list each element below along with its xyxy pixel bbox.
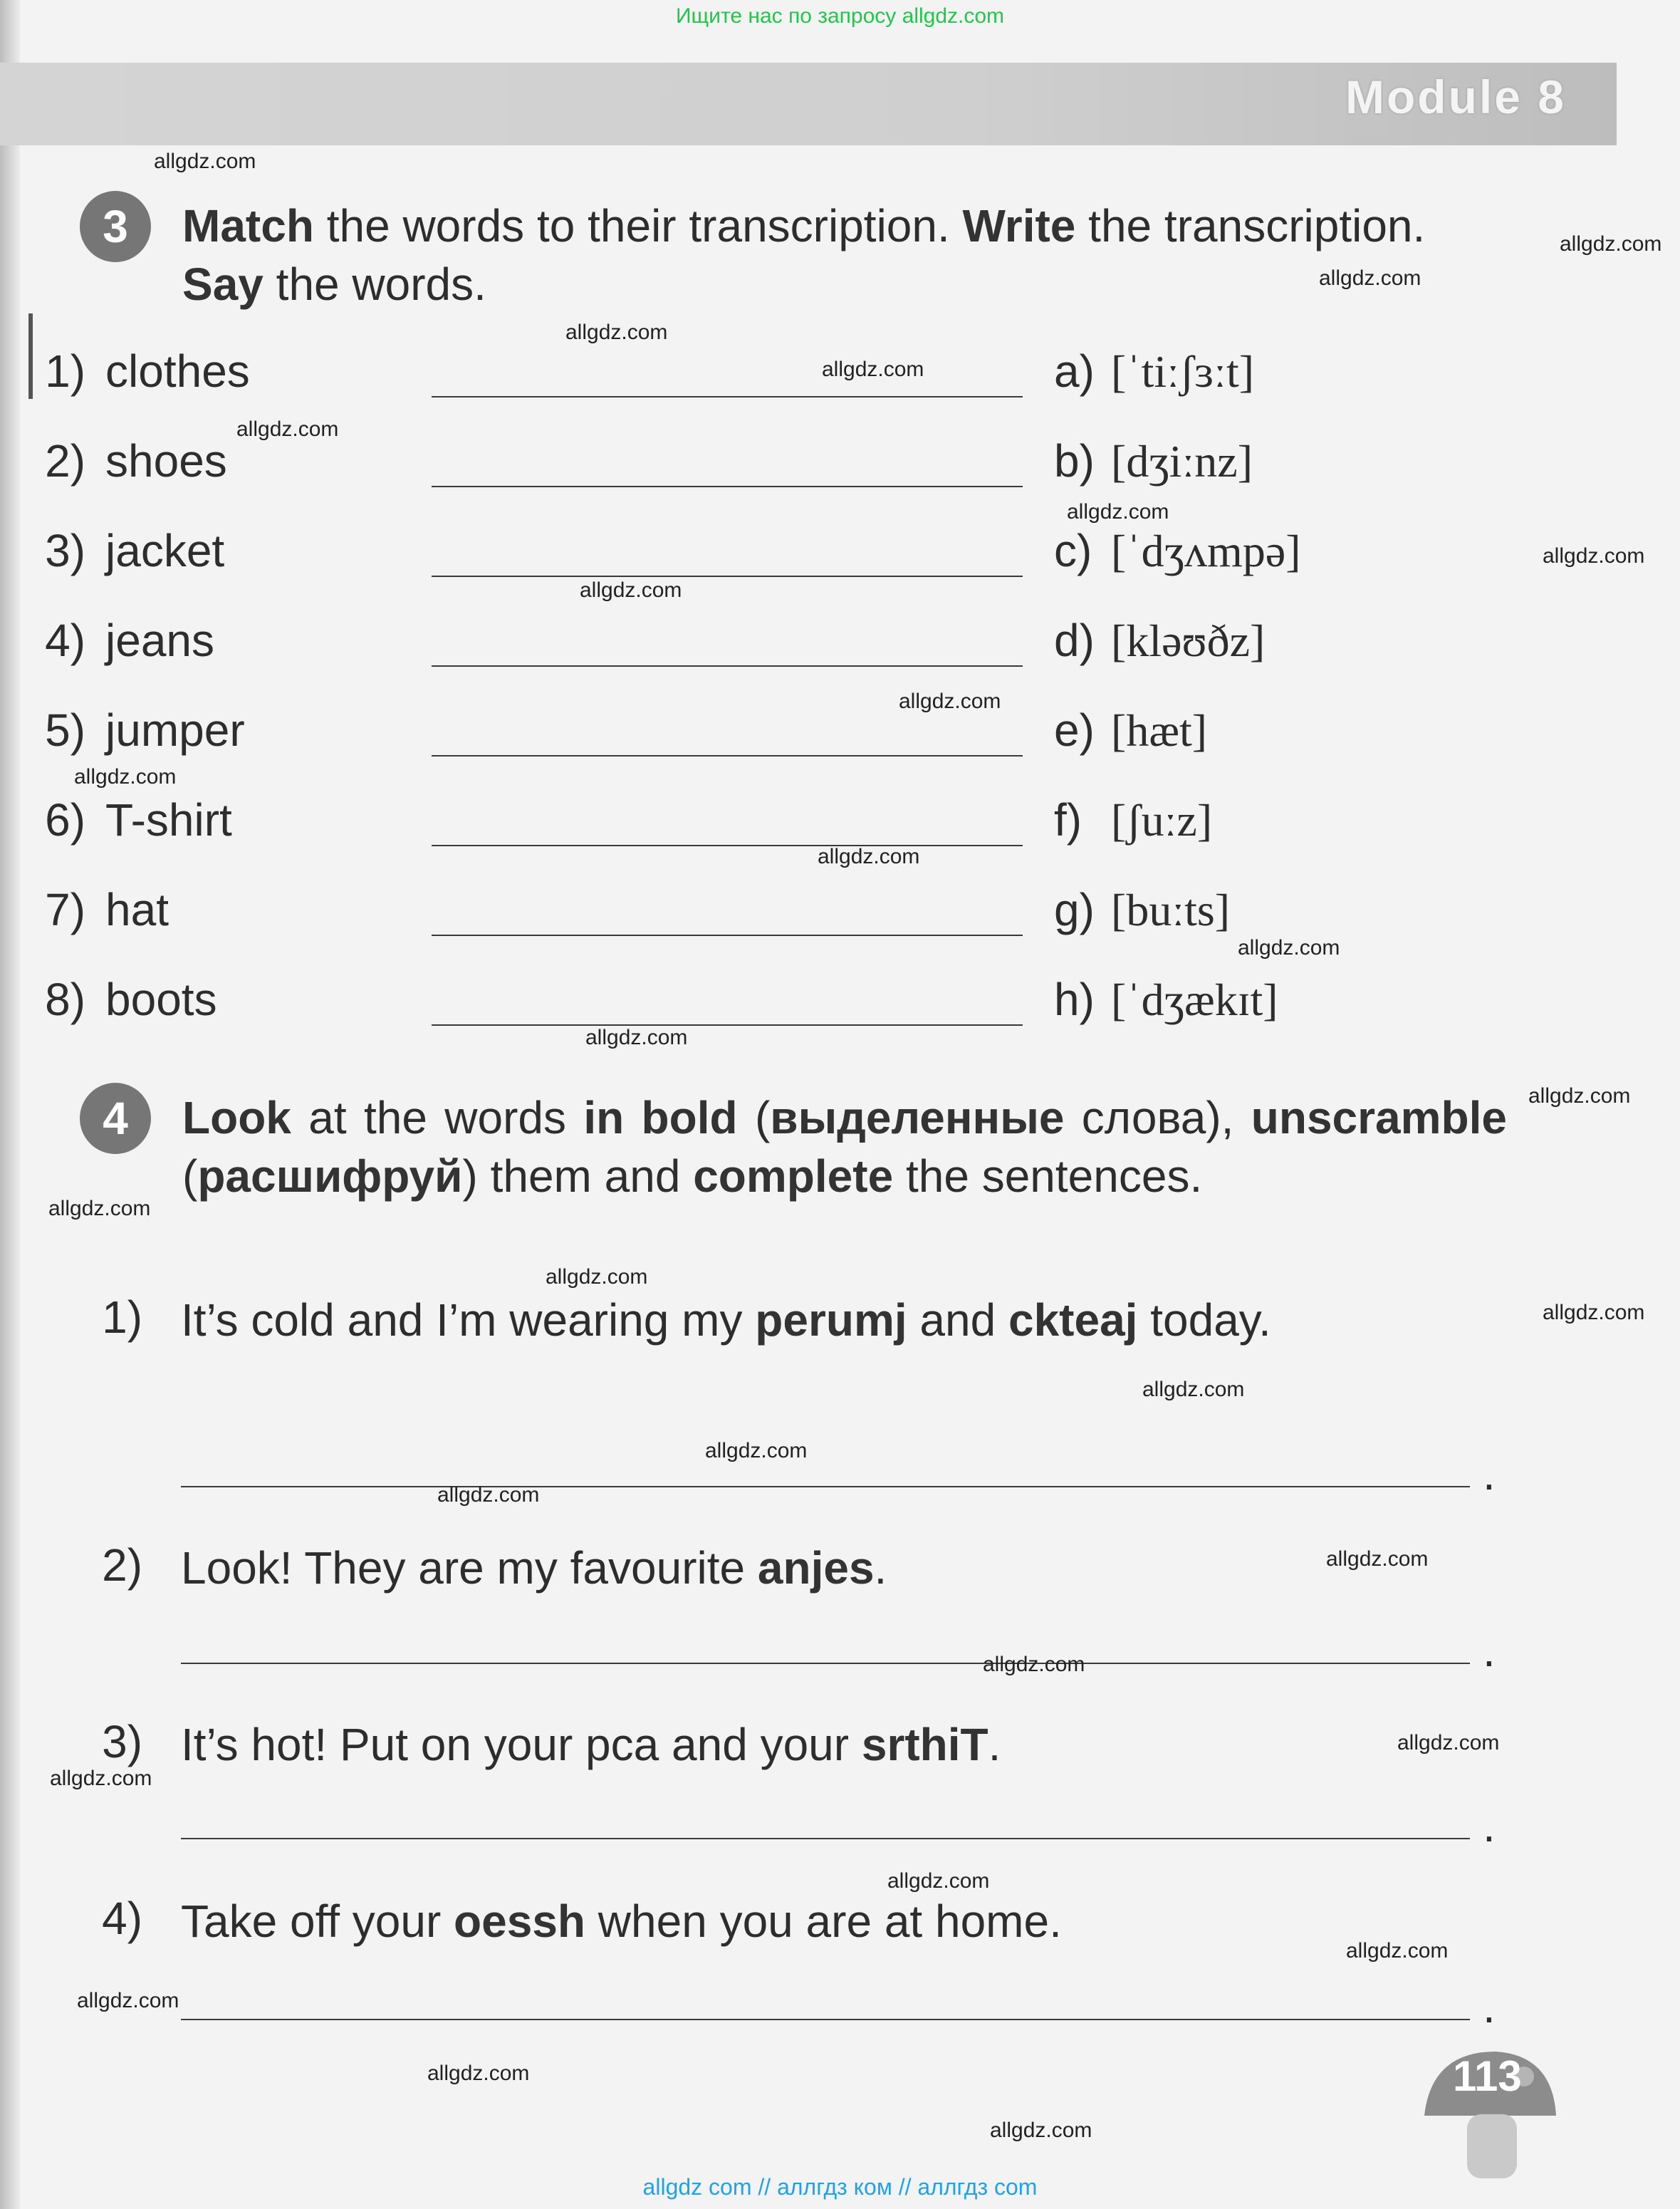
watermark-text: allgdz.com bbox=[546, 1265, 648, 1289]
exercise-4-number: 4 bbox=[80, 1083, 151, 1154]
sentence-end-dot: . bbox=[1483, 1448, 1496, 1499]
sentence-part: Take off your bbox=[181, 1896, 454, 1947]
sentence-number: 3) bbox=[102, 1716, 142, 1767]
instruction-part: the transcription. bbox=[1075, 200, 1426, 251]
answer-line[interactable] bbox=[432, 486, 1023, 487]
instruction-part: unscramble bbox=[1251, 1092, 1507, 1143]
answer-line[interactable] bbox=[432, 935, 1023, 936]
watermark-text: allgdz.com bbox=[1326, 1547, 1429, 1571]
watermark-text: allgdz.com bbox=[887, 1869, 990, 1893]
top-search-link[interactable]: Ищите нас по запросу allgdz.com bbox=[675, 4, 1005, 28]
item-word: jumper bbox=[105, 705, 245, 756]
item-word: hat bbox=[105, 884, 169, 935]
exercise-4-instruction bbox=[182, 1088, 1507, 1205]
watermark-text: allgdz.com bbox=[50, 1767, 152, 1790]
option-transcription: [ʃuːz] bbox=[1111, 795, 1213, 846]
item-word: shoes bbox=[105, 435, 227, 487]
option-transcription: [kləʊðz] bbox=[1111, 615, 1266, 666]
watermark-text: allgdz.com bbox=[236, 417, 339, 441]
watermark-text: allgdz.com bbox=[822, 358, 924, 381]
watermark-text: allgdz.com bbox=[1319, 266, 1421, 290]
answer-line[interactable] bbox=[432, 665, 1023, 667]
word-item bbox=[7, 794, 232, 846]
watermark-text: allgdz.com bbox=[1397, 1731, 1500, 1755]
watermark-text: allgdz.com bbox=[1543, 1301, 1645, 1324]
sentence-answer-line[interactable] bbox=[181, 1663, 1470, 1664]
sentence-text bbox=[181, 1892, 1506, 1950]
sentence-end-dot: . bbox=[1483, 1800, 1496, 1851]
module-title: Module 8 bbox=[1345, 71, 1566, 123]
sentence-text bbox=[181, 1539, 1506, 1597]
watermark-text: allgdz.com bbox=[565, 321, 668, 344]
option-transcription: [hæt] bbox=[1111, 705, 1208, 756]
watermark-text: allgdz.com bbox=[77, 1989, 179, 2012]
exercise-3-number: 3 bbox=[80, 191, 151, 262]
sentence-end-dot: . bbox=[1483, 1981, 1496, 2032]
transcription-option bbox=[1054, 883, 1230, 937]
sentence-part: . bbox=[988, 1719, 1001, 1770]
transcription-option bbox=[1054, 704, 1207, 757]
transcription-option bbox=[1054, 524, 1301, 578]
bottom-links[interactable]: allgdz com // аллгдз ком // аллгдз com bbox=[642, 2174, 1038, 2200]
watermark-text: allgdz.com bbox=[1543, 544, 1645, 568]
word-item bbox=[7, 614, 214, 667]
option-transcription: [ˈdʒækɪt] bbox=[1111, 974, 1278, 1025]
item-number: 8) bbox=[45, 974, 85, 1025]
transcription-option bbox=[1054, 435, 1253, 488]
word-item bbox=[7, 345, 250, 397]
option-transcription: [dʒiːnz] bbox=[1111, 436, 1253, 487]
option-letter: c) bbox=[1054, 525, 1092, 576]
sentence-part: . bbox=[874, 1542, 887, 1594]
word-item bbox=[7, 883, 169, 936]
item-word: jeans bbox=[105, 615, 214, 666]
item-number: 5) bbox=[45, 705, 85, 756]
answer-line[interactable] bbox=[432, 845, 1023, 846]
option-letter: f) bbox=[1054, 794, 1082, 846]
item-word: boots bbox=[105, 974, 217, 1025]
watermark-text: allgdz.com bbox=[1528, 1084, 1631, 1108]
instruction-part: слова), bbox=[1064, 1092, 1251, 1143]
instruction-part: Match bbox=[182, 200, 314, 251]
page-left-shadow bbox=[0, 0, 20, 2209]
watermark-text: allgdz.com bbox=[48, 1197, 151, 1220]
instruction-part: the sentences. bbox=[893, 1150, 1203, 1202]
word-item bbox=[7, 524, 224, 577]
instruction-part: Look bbox=[182, 1092, 291, 1143]
option-letter: a) bbox=[1054, 345, 1095, 397]
answer-line[interactable] bbox=[432, 1024, 1023, 1026]
transcription-option bbox=[1054, 345, 1254, 398]
item-number: 7) bbox=[45, 884, 85, 935]
sentence-number: 1) bbox=[102, 1291, 142, 1343]
sentence-text bbox=[181, 1291, 1506, 1349]
watermark-text: allgdz.com bbox=[1142, 1378, 1245, 1401]
item-number: 2) bbox=[45, 435, 85, 487]
option-letter: d) bbox=[1054, 615, 1095, 666]
watermark-text: allgdz.com bbox=[818, 845, 920, 868]
answer-line[interactable] bbox=[432, 576, 1023, 577]
sentence-answer-line[interactable] bbox=[181, 2019, 1470, 2020]
instruction-part: the words to their transcription. bbox=[313, 200, 963, 251]
instruction-part: at the words bbox=[291, 1092, 584, 1143]
sentence-text bbox=[181, 1715, 1506, 1774]
option-transcription: [ˈtiːʃɜːt] bbox=[1111, 346, 1255, 397]
instruction-part: in bold bbox=[583, 1092, 738, 1143]
word-item bbox=[7, 435, 227, 487]
watermark-text: allgdz.com bbox=[1238, 936, 1340, 960]
option-letter: h) bbox=[1054, 974, 1095, 1025]
word-item bbox=[7, 973, 217, 1026]
watermark-text: allgdz.com bbox=[1067, 500, 1169, 524]
watermark-text: allgdz.com bbox=[437, 1483, 540, 1507]
watermark-text: allgdz.com bbox=[427, 2062, 530, 2085]
word-item bbox=[7, 704, 245, 757]
instruction-part: ( bbox=[737, 1092, 771, 1143]
instruction-part: complete bbox=[693, 1150, 894, 1202]
sentence-number: 4) bbox=[102, 1893, 142, 1944]
instruction-part: расшифруй bbox=[197, 1150, 463, 1202]
watermark-text: allgdz.com bbox=[1560, 232, 1662, 256]
watermark-text: allgdz.com bbox=[705, 1439, 808, 1462]
instruction-part: ) them and bbox=[462, 1150, 694, 1202]
option-letter: e) bbox=[1054, 705, 1095, 756]
instruction-part: Write bbox=[962, 200, 1076, 251]
answer-line[interactable] bbox=[432, 396, 1023, 397]
sentence-part: perumj bbox=[755, 1294, 907, 1346]
sentence-part: ckteaj bbox=[1008, 1294, 1138, 1346]
exercise-3-instruction bbox=[182, 197, 1507, 313]
watermark-text: allgdz.com bbox=[990, 2119, 1092, 2142]
option-letter: g) bbox=[1054, 884, 1095, 935]
item-number: 4) bbox=[45, 615, 85, 666]
watermark-text: allgdz.com bbox=[580, 578, 682, 602]
item-word: T-shirt bbox=[105, 794, 232, 846]
sentence-answer-line[interactable] bbox=[181, 1838, 1470, 1839]
item-word: jacket bbox=[105, 525, 225, 576]
sentence-part: anjes bbox=[757, 1542, 875, 1594]
option-letter: b) bbox=[1054, 435, 1095, 487]
instruction-part: ( bbox=[182, 1150, 198, 1202]
watermark-text: allgdz.com bbox=[899, 690, 1001, 713]
option-transcription: [buːts] bbox=[1111, 885, 1231, 935]
transcription-option bbox=[1054, 614, 1265, 667]
sentence-part: oessh bbox=[454, 1896, 585, 1947]
sentence-part: today. bbox=[1137, 1294, 1271, 1346]
watermark-text: allgdz.com bbox=[585, 1026, 688, 1049]
watermark-text: allgdz.com bbox=[1346, 1939, 1449, 1963]
page-number: 113 bbox=[1453, 2052, 1522, 2100]
sentence-part: when you are at home. bbox=[585, 1896, 1062, 1947]
item-number: 6) bbox=[45, 794, 85, 846]
watermark-text: allgdz.com bbox=[983, 1653, 1085, 1676]
sentence-end-dot: . bbox=[1483, 1625, 1496, 1676]
watermark-text: allgdz.com bbox=[74, 765, 177, 789]
sentence-part: and bbox=[907, 1294, 1008, 1346]
sentence-part: srthiT bbox=[861, 1719, 988, 1770]
transcription-option bbox=[1054, 973, 1278, 1026]
instruction-part: выделенные bbox=[770, 1092, 1065, 1143]
sentence-part: Look! They are my favourite bbox=[181, 1542, 758, 1594]
sentence-answer-line[interactable] bbox=[181, 1486, 1470, 1487]
item-number: 1) bbox=[45, 345, 85, 397]
sentence-part: It’s cold and I’m wearing my bbox=[181, 1294, 756, 1346]
item-number: 3) bbox=[45, 525, 85, 576]
item-word: clothes bbox=[105, 345, 250, 397]
sentence-number: 2) bbox=[102, 1539, 142, 1591]
transcription-option bbox=[1054, 794, 1212, 847]
instruction-part: the words. bbox=[263, 259, 486, 310]
option-transcription: [ˈdʒʌmpə] bbox=[1111, 526, 1301, 576]
watermark-text: allgdz.com bbox=[154, 150, 256, 173]
sentence-part: It’s hot! Put on your pca and your bbox=[181, 1719, 862, 1770]
answer-line[interactable] bbox=[432, 755, 1023, 757]
instruction-part: Say bbox=[182, 259, 264, 310]
